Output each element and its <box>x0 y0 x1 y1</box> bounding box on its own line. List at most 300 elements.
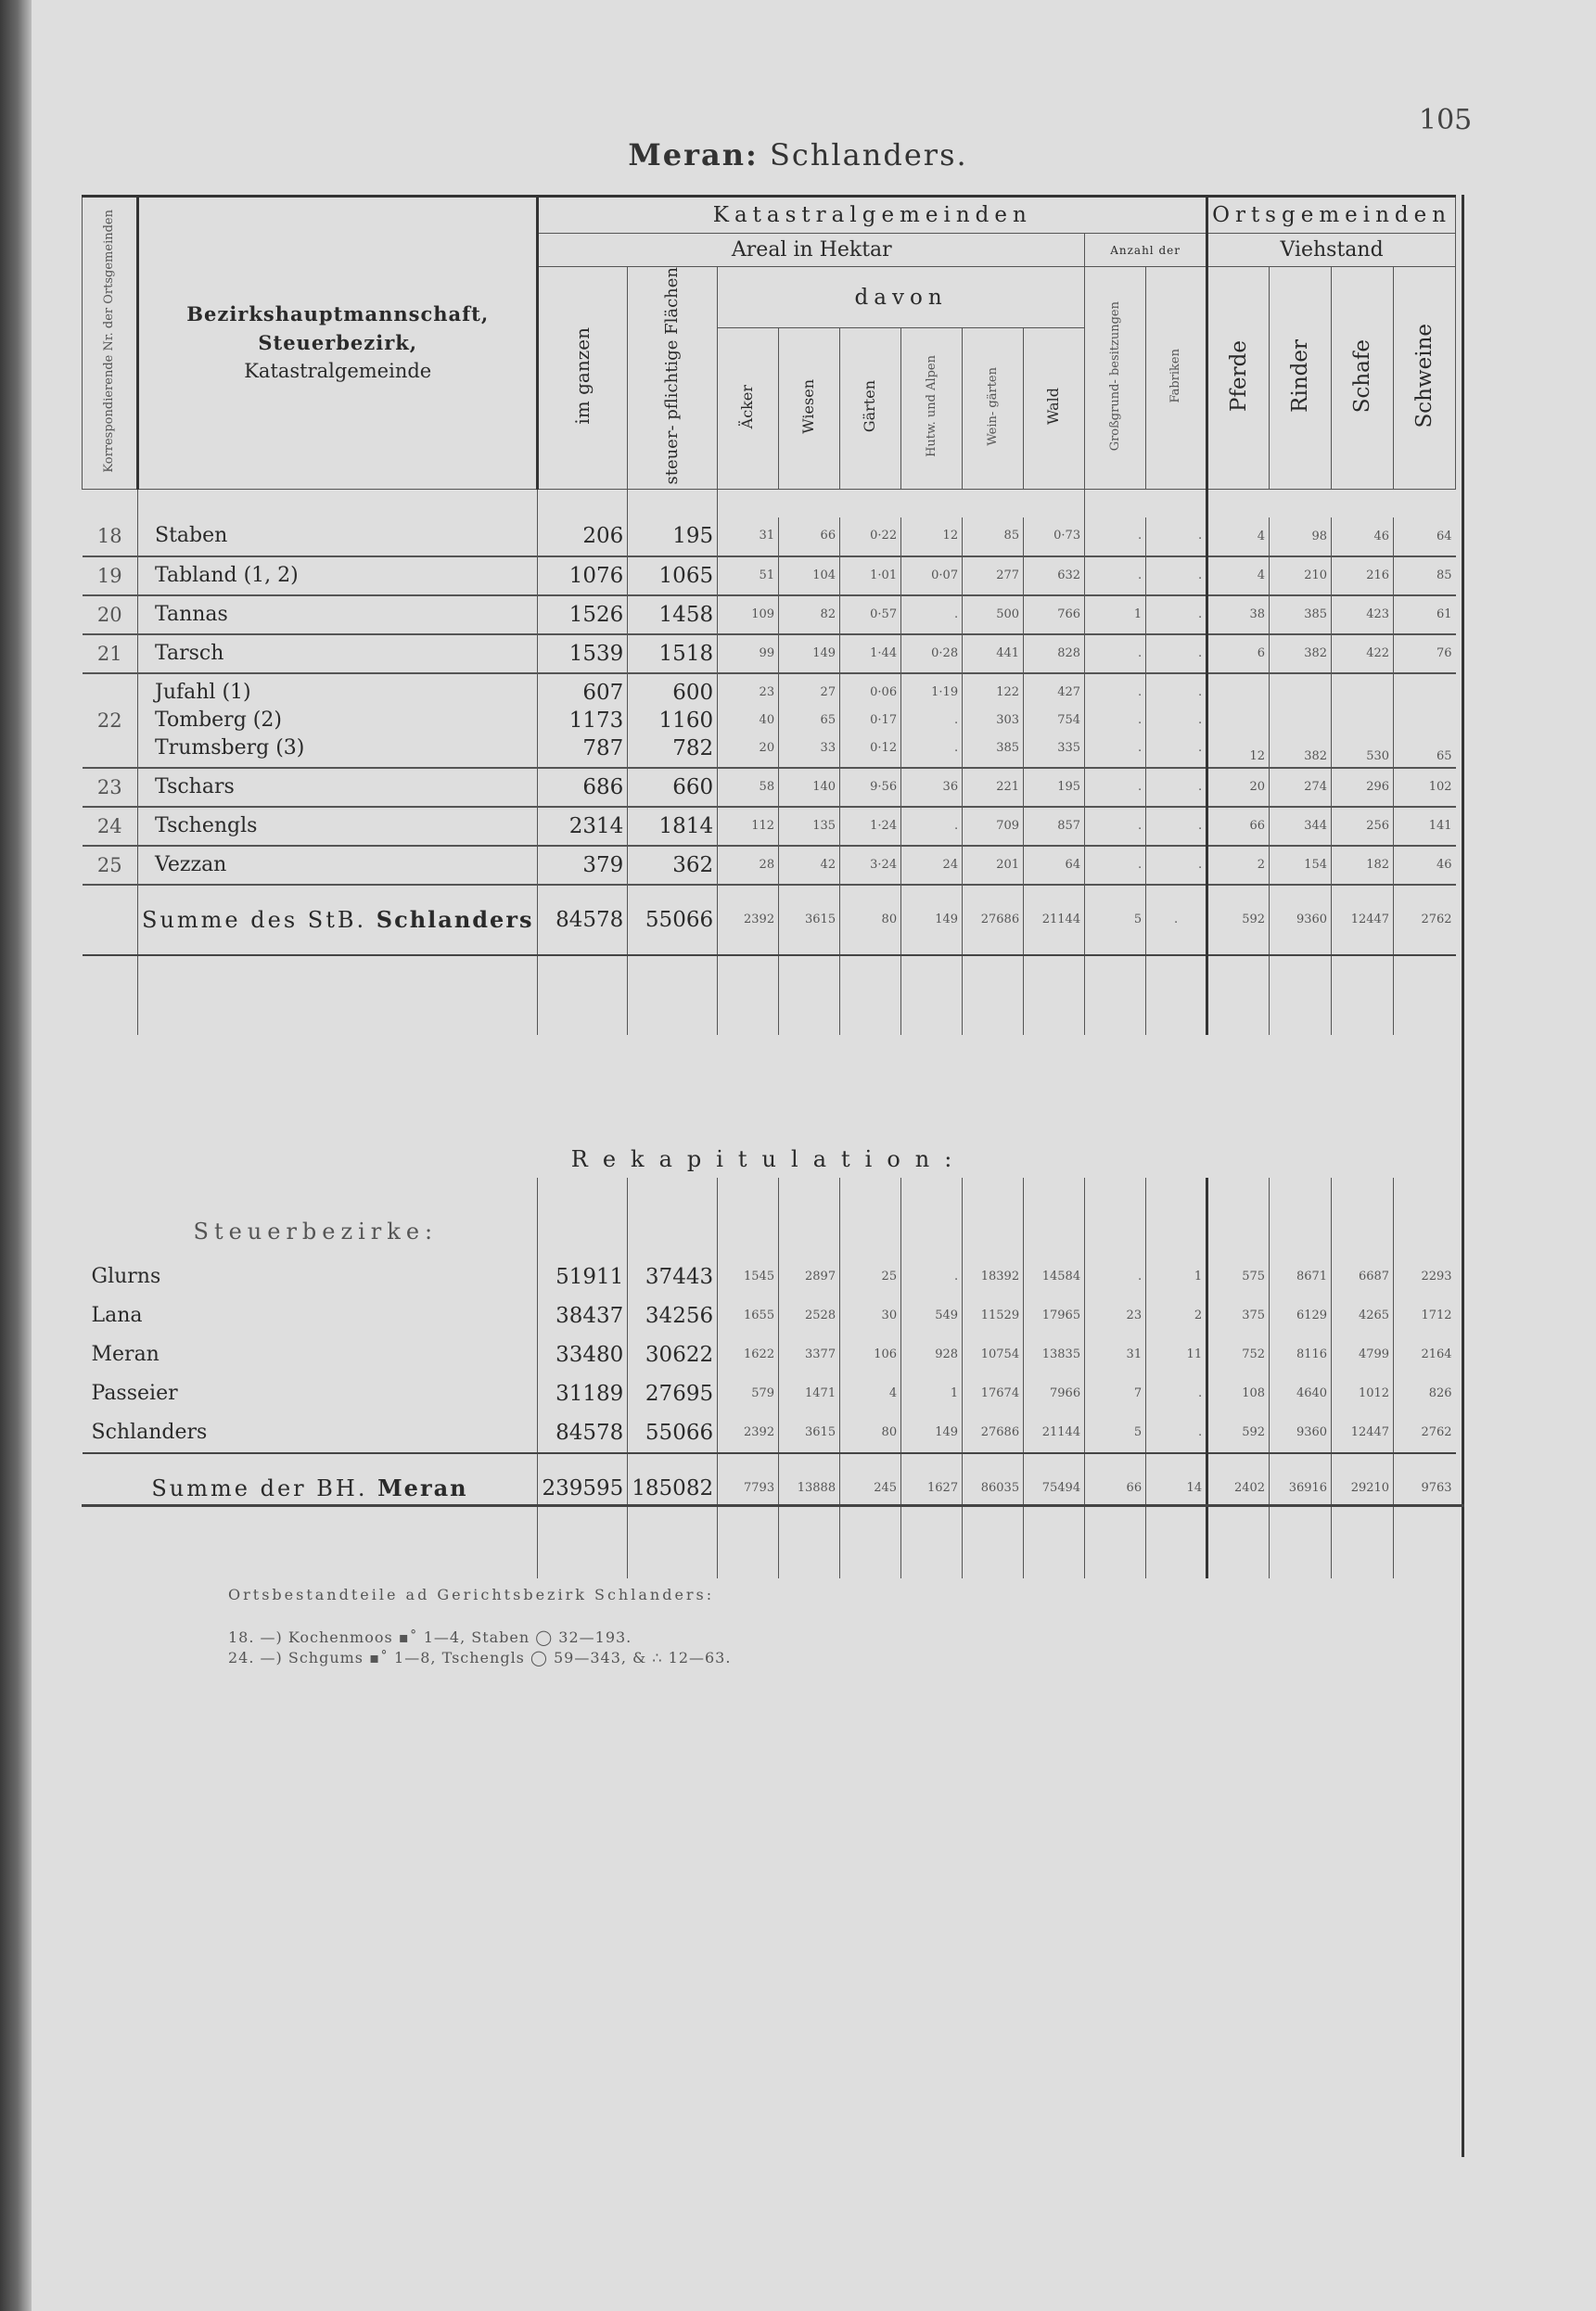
row-name <box>138 673 538 768</box>
row-im-ganzen-line: 1173 <box>568 708 624 733</box>
row-steuerpflichtig-line: 600 <box>672 680 714 705</box>
header-wiesen: Wiesen <box>779 328 840 489</box>
row-wald-line: 632 <box>1057 568 1081 582</box>
row-fabriken-line: . <box>1197 712 1203 727</box>
page-number: 105 <box>1419 104 1473 136</box>
row-hutw <box>901 807 963 846</box>
row-grossgrund-line: . <box>1137 857 1143 872</box>
row-wiesen-line: 42 <box>820 857 836 872</box>
row-acker-line: 51 <box>759 568 775 582</box>
row-name-line: Tarsch <box>155 641 224 665</box>
row-schweine: 85 <box>1436 568 1452 583</box>
row-im-ganzen-line: 379 <box>582 852 624 877</box>
header-im-ganzen: im ganzen <box>538 267 628 490</box>
summe-stb-pferde: 592 <box>1207 885 1270 955</box>
row-acker <box>718 517 779 556</box>
row-grossgrund-line: . <box>1137 712 1143 727</box>
header-hutw: Hutw. und Alpen <box>901 328 963 489</box>
recap-acker: 2392 <box>718 1413 779 1453</box>
row-im-ganzen <box>538 556 628 595</box>
summe-stb-gross: 5 <box>1085 885 1146 955</box>
recap-steuerpflichtig: 30622 <box>628 1335 718 1374</box>
row-steuerpflichtig <box>628 556 718 595</box>
row-gaerten-line: 0·06 <box>870 684 898 699</box>
row-wiesen-line: 135 <box>812 818 836 833</box>
recap-gross: 5 <box>1085 1413 1146 1453</box>
row-steuerpflichtig <box>628 595 718 634</box>
recap-gaerten: 25 <box>840 1258 901 1296</box>
row-wiesen-line: 33 <box>820 740 836 755</box>
row-hutw <box>901 517 963 556</box>
row-fabriken-line: . <box>1197 740 1203 755</box>
note-line: 24. —) Schgums ▪˚ 1—8, Tschengls ◯ 59—343, & ∴ 12—63. <box>228 1649 732 1666</box>
row-steuerpflichtig <box>628 846 718 885</box>
row-acker-line: 20 <box>759 740 775 755</box>
row-name-line: Tschars <box>155 774 235 798</box>
row-weingaerten <box>963 595 1024 634</box>
row-schafe: 422 <box>1332 634 1394 673</box>
row-im-ganzen-line: 607 <box>582 680 624 705</box>
summe-bh-rinder: 36916 <box>1270 1453 1332 1523</box>
table-row <box>83 517 1456 556</box>
row-wald <box>1024 846 1085 885</box>
row-wald <box>1024 517 1085 556</box>
row-steuerpflichtig-line: 1814 <box>658 813 714 838</box>
page-binding-edge <box>0 0 32 2311</box>
row-wiesen-line: 66 <box>820 529 836 543</box>
header-areal: Areal in Hektar <box>538 234 1085 267</box>
row-gaerten-line: 0·17 <box>870 712 898 727</box>
header-schweine: Schweine <box>1394 267 1456 490</box>
summe-bh-wald: 75494 <box>1024 1453 1085 1523</box>
recap-schafe: 4799 <box>1332 1335 1394 1374</box>
row-im-ganzen-line: 2314 <box>568 813 624 838</box>
row-im-ganzen <box>538 634 628 673</box>
row-gaerten-line: 0·12 <box>870 740 898 755</box>
recap-row <box>83 1258 1456 1296</box>
row-acker <box>718 634 779 673</box>
row-wiesen <box>779 556 840 595</box>
summe-stb-steuer: 55066 <box>628 885 718 955</box>
row-schafe: 216 <box>1332 556 1394 595</box>
row-gaerten-line: 3·24 <box>870 857 898 872</box>
row-wald <box>1024 556 1085 595</box>
recap-im-ganzen: 51911 <box>538 1258 628 1296</box>
row-hutw-line: . <box>953 818 959 833</box>
row-pferde: 2 <box>1207 846 1270 885</box>
row-name <box>138 517 538 556</box>
summe-stb-schafe: 12447 <box>1332 885 1394 955</box>
row-steuerpflichtig <box>628 673 718 768</box>
row-grossgrund-line: . <box>1137 684 1143 699</box>
row-grossgrund <box>1085 595 1146 634</box>
recap-row <box>83 1335 1456 1374</box>
recap-pferde: 108 <box>1207 1374 1270 1413</box>
summe-stb-acker: 2392 <box>718 885 779 955</box>
header-katastral: Katastralgemeinden <box>538 197 1207 234</box>
recap-wald: 13835 <box>1024 1335 1085 1374</box>
row-name-line: Tomberg (2) <box>155 708 282 732</box>
row-steuerpflichtig-line: 1518 <box>658 641 714 666</box>
page-title: Meran: Schlanders. <box>628 137 968 172</box>
row-fabriken <box>1146 768 1207 807</box>
row-weingaerten-line: 709 <box>996 818 1020 833</box>
row-wald <box>1024 673 1085 768</box>
recap-rinder: 8671 <box>1270 1258 1332 1296</box>
recap-wein: 10754 <box>963 1335 1024 1374</box>
row-wiesen-line: 82 <box>820 606 836 621</box>
row-grossgrund <box>1085 846 1146 885</box>
row-name-line: Jufahl (1) <box>155 680 251 704</box>
summe-bh-steuer: 185082 <box>628 1453 718 1523</box>
row-wald-line: 427 <box>1057 684 1081 699</box>
recap-schweine: 1712 <box>1421 1309 1452 1323</box>
row-name <box>138 807 538 846</box>
row-acker-line: 99 <box>759 645 775 660</box>
row-hutw-line: 1·19 <box>931 684 959 699</box>
header-steuerpflichtig: steuer- pflichtige Flächen <box>628 267 718 490</box>
summe-bh-ganz: 239595 <box>538 1453 628 1523</box>
row-hutw-line: 0·28 <box>931 645 959 660</box>
row-steuerpflichtig-line: 195 <box>672 524 714 549</box>
recap-fab: . <box>1146 1374 1207 1413</box>
recap-gaerten: 30 <box>840 1296 901 1335</box>
row-gaerten <box>840 768 901 807</box>
summe-bh-pferde: 2402 <box>1207 1453 1270 1523</box>
recap-name: Glurns <box>83 1258 538 1296</box>
row-grossgrund <box>1085 673 1146 768</box>
row-schweine: 61 <box>1436 607 1452 622</box>
row-grossgrund-line: . <box>1137 740 1143 755</box>
row-nr: 20 <box>83 595 138 634</box>
recap-wein: 27686 <box>963 1413 1024 1453</box>
row-fabriken-line: . <box>1197 606 1203 621</box>
recap-steuerpflichtig: 37443 <box>628 1258 718 1296</box>
table-row <box>83 768 1456 807</box>
row-grossgrund-line: . <box>1137 568 1143 582</box>
recap-fab: 2 <box>1146 1296 1207 1335</box>
recap-gaerten: 80 <box>840 1413 901 1453</box>
summe-stb-wiesen: 3615 <box>779 885 840 955</box>
table-row <box>83 634 1456 673</box>
recap-fab: 1 <box>1146 1258 1207 1296</box>
row-rinder: 344 <box>1270 807 1332 846</box>
row-wiesen <box>779 595 840 634</box>
row-steuerpflichtig-line: 660 <box>672 774 714 799</box>
recap-im-ganzen: 84578 <box>538 1413 628 1453</box>
recap-im-ganzen: 38437 <box>538 1296 628 1335</box>
recap-wiesen: 2897 <box>779 1258 840 1296</box>
recap-pferde: 375 <box>1207 1296 1270 1335</box>
row-nr: 22 <box>83 673 138 768</box>
row-wald-line: 828 <box>1057 645 1081 660</box>
row-schweine: 102 <box>1428 780 1452 795</box>
row-im-ganzen <box>538 807 628 846</box>
header-schafe: Schafe <box>1332 267 1394 490</box>
recap-wiesen: 3377 <box>779 1335 840 1374</box>
row-wald-line: 335 <box>1057 740 1081 755</box>
row-acker <box>718 673 779 768</box>
notes-block <box>228 1586 731 1668</box>
row-weingaerten-line: 441 <box>996 645 1020 660</box>
summe-bh-hutw: 1627 <box>901 1453 963 1523</box>
row-name-line: Vezzan <box>155 852 227 876</box>
row-wiesen <box>779 807 840 846</box>
row-pferde: 6 <box>1207 634 1270 673</box>
recap-name: Meran <box>83 1335 538 1374</box>
recap-gross: . <box>1085 1258 1146 1296</box>
row-im-ganzen-line: 206 <box>582 524 624 549</box>
row-schweine: 141 <box>1428 819 1452 834</box>
row-name <box>138 556 538 595</box>
row-pferde: 12 <box>1207 673 1270 768</box>
recap-pferde: 592 <box>1207 1413 1270 1453</box>
header-acker: Äcker <box>718 328 779 489</box>
row-im-ganzen-line: 1526 <box>568 602 624 627</box>
row-acker <box>718 768 779 807</box>
row-pferde: 66 <box>1207 807 1270 846</box>
row-name <box>138 846 538 885</box>
row-gaerten-line: 1·44 <box>870 645 898 660</box>
row-acker <box>718 595 779 634</box>
row-wald-line: 754 <box>1057 712 1081 727</box>
row-nr: 23 <box>83 768 138 807</box>
recap-title: Rekapitulation: <box>570 1145 967 1172</box>
row-weingaerten-line: 201 <box>996 857 1020 872</box>
recap-schweine: 826 <box>1428 1386 1452 1401</box>
row-fabriken <box>1146 556 1207 595</box>
recap-wiesen: 1471 <box>779 1374 840 1413</box>
row-schweine: 65 <box>1436 748 1452 763</box>
row-grossgrund-line: 1 <box>1133 606 1143 621</box>
header-gaerten: Gärten <box>840 328 901 489</box>
row-hutw-line: 0·07 <box>931 568 959 582</box>
recap-row <box>83 1296 1456 1335</box>
row-im-ganzen <box>538 595 628 634</box>
row-rinder: 210 <box>1270 556 1332 595</box>
table-row <box>83 673 1456 768</box>
row-hutw-line: . <box>953 712 959 727</box>
row-rinder: 382 <box>1270 634 1332 673</box>
row-im-ganzen-line: 787 <box>582 735 624 760</box>
row-gaerten-line: 0·22 <box>870 529 898 543</box>
summe-stb-rinder: 9360 <box>1270 885 1332 955</box>
recap-schweine: 2762 <box>1421 1425 1452 1440</box>
row-acker <box>718 846 779 885</box>
row-weingaerten <box>963 807 1024 846</box>
recap-steuerpflichtig: 27695 <box>628 1374 718 1413</box>
row-name-line: Tschengls <box>155 813 258 837</box>
statistics-table-wrap <box>82 195 1456 1578</box>
row-steuerpflichtig-line: 782 <box>672 735 714 760</box>
row-nr: 21 <box>83 634 138 673</box>
row-weingaerten-line: 500 <box>996 606 1020 621</box>
header-wald: Wald <box>1024 328 1085 489</box>
row-hutw <box>901 673 963 768</box>
recap-acker: 1622 <box>718 1335 779 1374</box>
row-weingaerten-line: 385 <box>996 740 1020 755</box>
summe-stb-schweine: 2762 <box>1421 913 1452 927</box>
recap-wald: 21144 <box>1024 1413 1085 1453</box>
row-acker <box>718 556 779 595</box>
recap-fab: . <box>1146 1413 1207 1453</box>
row-rinder: 385 <box>1270 595 1332 634</box>
recap-wald: 7966 <box>1024 1374 1085 1413</box>
recap-im-ganzen: 33480 <box>538 1335 628 1374</box>
header-nr: Korrespondierende Nr. der Ortsgemeinden <box>83 197 138 490</box>
row-gaerten <box>840 673 901 768</box>
row-name-line: Tannas <box>155 602 228 626</box>
recap-rinder: 8116 <box>1270 1335 1332 1374</box>
row-weingaerten-line: 122 <box>996 684 1020 699</box>
row-gaerten <box>840 807 901 846</box>
row-schweine: 46 <box>1436 858 1452 873</box>
row-rinder: 154 <box>1270 846 1332 885</box>
steuerbezirke-label: Steuerbezirke: <box>83 1178 538 1258</box>
row-steuerpflichtig <box>628 768 718 807</box>
recap-acker: 1655 <box>718 1296 779 1335</box>
row-grossgrund-line: . <box>1137 779 1143 794</box>
recap-wiesen: 3615 <box>779 1413 840 1453</box>
row-nr: 24 <box>83 807 138 846</box>
row-wald-line: 0·73 <box>1053 529 1081 543</box>
summe-bh-gross: 66 <box>1085 1453 1146 1523</box>
row-im-ganzen <box>538 768 628 807</box>
row-weingaerten-line: 85 <box>1003 529 1020 543</box>
summe-stb-row <box>83 885 1456 955</box>
row-weingaerten-line: 277 <box>996 568 1020 582</box>
row-fabriken-line: . <box>1197 529 1203 543</box>
row-fabriken <box>1146 634 1207 673</box>
row-wiesen-line: 27 <box>820 684 836 699</box>
row-wald-line: 195 <box>1057 779 1081 794</box>
row-steuerpflichtig-line: 1160 <box>658 708 714 733</box>
note-line: 18. —) Kochenmoos ▪˚ 1—4, Staben ◯ 32—193. <box>228 1628 632 1646</box>
recap-schafe: 4265 <box>1332 1296 1394 1335</box>
recap-wein: 18392 <box>963 1258 1024 1296</box>
row-wiesen <box>779 768 840 807</box>
recap-wein: 11529 <box>963 1296 1024 1335</box>
row-grossgrund <box>1085 807 1146 846</box>
row-rinder: 382 <box>1270 673 1332 768</box>
recap-wein: 17674 <box>963 1374 1024 1413</box>
summe-bh-acker: 7793 <box>718 1453 779 1523</box>
row-schweine: 64 <box>1436 529 1452 543</box>
table-row <box>83 846 1456 885</box>
table-row <box>83 595 1456 634</box>
recap-rinder: 6129 <box>1270 1296 1332 1335</box>
row-fabriken-line: . <box>1197 645 1203 660</box>
row-fabriken-line: . <box>1197 818 1203 833</box>
recap-name: Lana <box>83 1296 538 1335</box>
row-schweine: 76 <box>1436 646 1452 661</box>
row-hutw <box>901 634 963 673</box>
recap-schweine: 2164 <box>1421 1347 1452 1362</box>
summe-stb-label: Summe des StB. Schlanders <box>138 885 538 955</box>
row-schafe: 46 <box>1332 517 1394 556</box>
summe-bh-gaerten: 245 <box>840 1453 901 1523</box>
row-schafe: 530 <box>1332 673 1394 768</box>
row-fabriken-line: . <box>1197 568 1203 582</box>
summe-bh-schafe: 29210 <box>1332 1453 1394 1523</box>
summe-stb-hutw: 149 <box>901 885 963 955</box>
row-fabriken <box>1146 846 1207 885</box>
table-row <box>83 556 1456 595</box>
row-acker <box>718 807 779 846</box>
row-im-ganzen <box>538 517 628 556</box>
row-hutw <box>901 556 963 595</box>
row-steuerpflichtig <box>628 517 718 556</box>
recap-rinder: 4640 <box>1270 1374 1332 1413</box>
row-acker-line: 112 <box>751 818 775 833</box>
row-wiesen <box>779 673 840 768</box>
row-acker-line: 109 <box>751 606 775 621</box>
recap-hutw: 1 <box>901 1374 963 1413</box>
row-wald-line: 766 <box>1057 606 1081 621</box>
row-wiesen-line: 149 <box>812 645 836 660</box>
header-fabriken: Fabriken <box>1146 267 1207 490</box>
recap-schafe: 6687 <box>1332 1258 1394 1296</box>
recap-gaerten: 106 <box>840 1335 901 1374</box>
recap-gross: 7 <box>1085 1374 1146 1413</box>
row-acker-line: 31 <box>759 529 775 543</box>
summe-bh-row <box>83 1453 1456 1523</box>
recap-wiesen: 2528 <box>779 1296 840 1335</box>
row-acker-line: 23 <box>759 684 775 699</box>
summe-stb-fab: . <box>1146 885 1207 955</box>
row-im-ganzen-line: 1539 <box>568 641 624 666</box>
row-gaerten-line: 0·57 <box>870 606 898 621</box>
summe-bh-schweine: 9763 <box>1421 1481 1452 1496</box>
row-acker-line: 40 <box>759 712 775 727</box>
row-hutw-line: 24 <box>942 857 959 872</box>
recap-wald: 17965 <box>1024 1296 1085 1335</box>
row-im-ganzen-line: 1076 <box>568 563 624 588</box>
recap-schafe: 12447 <box>1332 1413 1394 1453</box>
row-wald-line: 857 <box>1057 818 1081 833</box>
row-name-line: Staben <box>155 524 228 548</box>
data-rows <box>83 517 1456 885</box>
summe-bh-wiesen: 13888 <box>779 1453 840 1523</box>
row-im-ganzen-line: 686 <box>582 774 624 799</box>
row-steuerpflichtig-line: 1458 <box>658 602 714 627</box>
row-steuerpflichtig <box>628 634 718 673</box>
row-weingaerten <box>963 556 1024 595</box>
header-davon: davon <box>718 267 1085 328</box>
row-schafe: 256 <box>1332 807 1394 846</box>
row-wiesen-line: 65 <box>820 712 836 727</box>
summe-stb-wein: 27686 <box>963 885 1024 955</box>
row-hutw-line: 12 <box>942 529 959 543</box>
recap-acker: 1545 <box>718 1258 779 1296</box>
row-gaerten <box>840 556 901 595</box>
summe-bh-label: Summe der BH. Meran <box>83 1453 538 1523</box>
row-im-ganzen <box>538 673 628 768</box>
row-nr: 18 <box>83 517 138 556</box>
row-hutw-line: . <box>953 740 959 755</box>
statistics-table <box>82 195 1456 1578</box>
summe-stb-wald: 21144 <box>1024 885 1085 955</box>
recap-gross: 23 <box>1085 1296 1146 1335</box>
row-schafe: 296 <box>1332 768 1394 807</box>
row-fabriken-line: . <box>1197 779 1203 794</box>
recap-gaerten: 4 <box>840 1374 901 1413</box>
row-steuerpflichtig-line: 1065 <box>658 563 714 588</box>
row-weingaerten-line: 303 <box>996 712 1020 727</box>
row-grossgrund <box>1085 768 1146 807</box>
recap-hutw: . <box>901 1258 963 1296</box>
row-weingaerten <box>963 517 1024 556</box>
